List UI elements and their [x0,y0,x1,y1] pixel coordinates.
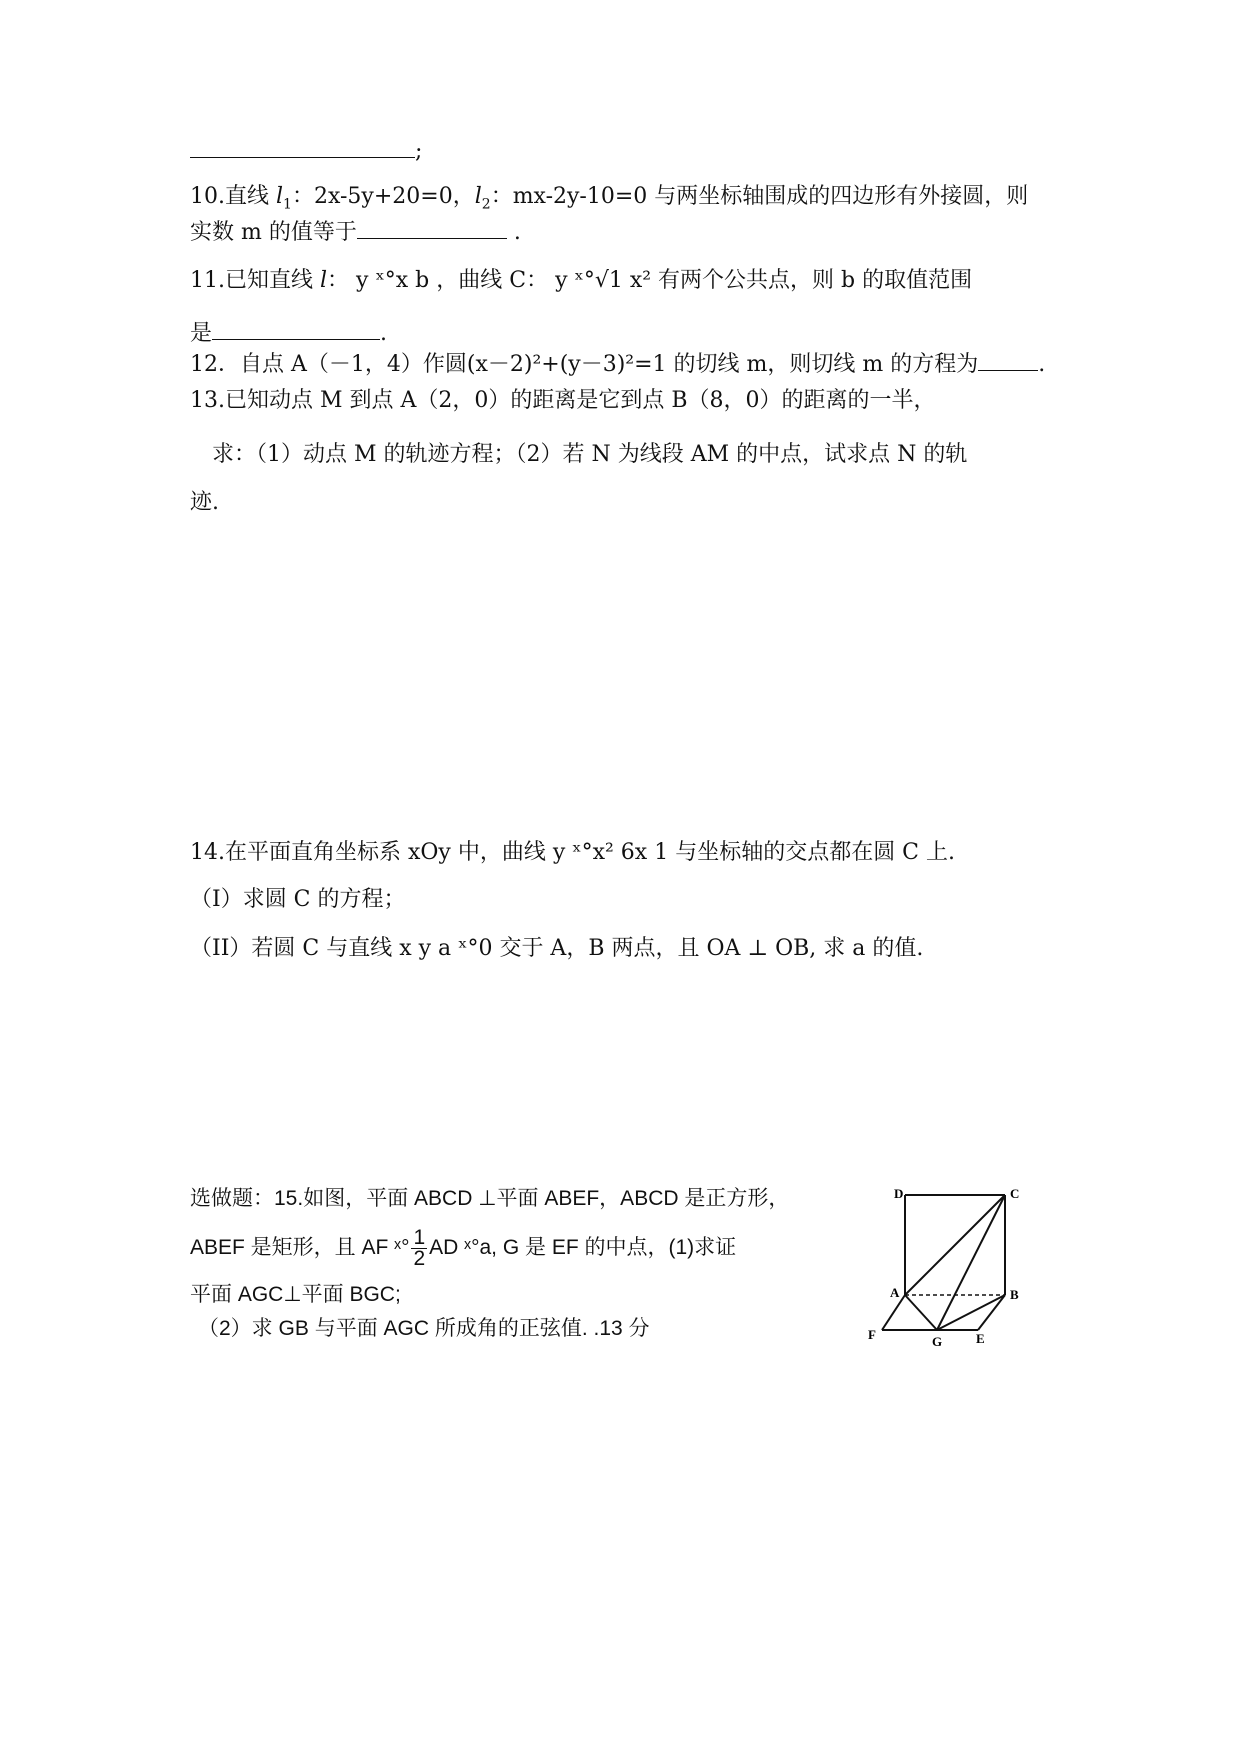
question-15-line-3: 平面 AGC⊥平面 BGC; [190,1283,401,1306]
question-14-line-3: （II）若圆 C 与直线 x y a ˣ°0 交于 A，B 两点，且 OA ⊥ OB, 求 a 的值. [190,936,924,961]
question-14-line-1: 14.在平面直角坐标系 xOy 中，曲线 y ˣ°x² 6x 1 与坐标轴的交点都在圆 C 上. [190,840,956,865]
question-11-line-1: 11.已知直线 l： y ˣ°x b ，曲线 C： y ˣ°√1 x² 有两个公共点，则 b 的取值范围 [190,268,973,293]
label-E: E [976,1331,985,1346]
edge-AC [905,1195,1005,1295]
label-C: C [1010,1186,1020,1201]
answer-blank [978,348,1038,371]
edge-AF [882,1295,905,1330]
edge-GB [937,1295,1005,1330]
label-A: A [890,1285,900,1300]
fraction: $\frac{1}{2}$ [413,1226,426,1270]
geometry-figure [860,1185,1030,1360]
question-15-line-4: （2）求 GB 与平面 AGC 所成角的正弦值. .13 分 [198,1317,650,1340]
question-15-line-1: 选做题：15.如图，平面 ABCD ⊥平面 ABEF，ABCD 是正方形， [190,1187,790,1210]
label-D: D [894,1186,904,1201]
label-F: F [868,1327,876,1342]
q9-answer-line: ; [190,135,422,167]
question-10-line-1: 10.直线 $l_1$：2x-5y+20=0，$l_2$：mx-2y-10=0 与两坐标轴围成的四边形有外接圆，则 [190,184,1029,213]
question-13-line-3: 迹. [190,490,219,515]
question-13-line-1: 13.已知动点 M 到点 A（2，0）的距离是它到点 B（8，0）的距离的一半， [190,388,936,413]
question-12: 12．自点 A（－1，4）作圆(x－2)²+(y－3)²=1 的切线 m，则切线 m 的方程为 . [190,348,1045,380]
question-15-line-2: ABEF 是矩形，且 AF ˣ° $\frac{1}{2}$ AD ˣ°a, G 是 EF 的中点，(1)求证 [190,1226,737,1270]
question-10-line-2: 实数 m 的值等于 . [190,216,521,248]
question-13-line-2: 求：（1）动点 M 的轨迹方程；（2）若 N 为线段 AM 的中点，试求点 N 的轨 [212,442,968,467]
label-G: G [932,1334,943,1349]
answer-blank [357,216,507,239]
question-11-line-2: 是 . [190,317,387,349]
question-14-line-2: （I）求圆 C 的方程； [190,887,406,912]
edge-BE [978,1295,1005,1330]
answer-blank [190,135,415,158]
edge-AG [905,1295,937,1330]
label-B: B [1010,1287,1019,1302]
answer-blank [212,317,380,340]
